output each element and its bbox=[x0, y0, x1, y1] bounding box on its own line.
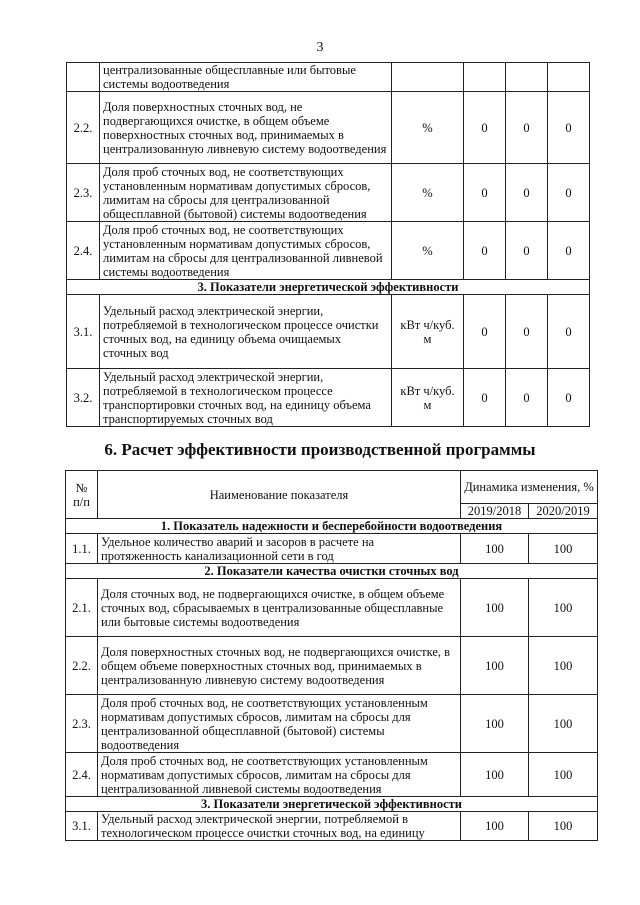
row-value-3: 0 bbox=[548, 295, 590, 369]
row-value-2: 0 bbox=[506, 369, 548, 427]
row-value-2019: 100 bbox=[461, 579, 529, 637]
row-description: Доля поверхностных сточных вод, не подвергающихся очистке, в общем объеме поверхностных сточных вод, принимаемых в централизованную ливневую систему водоотведения bbox=[98, 637, 461, 695]
row-number: 2.3. bbox=[66, 695, 98, 753]
row-number: 3.2. bbox=[67, 369, 100, 427]
row-value-2: 0 bbox=[506, 164, 548, 222]
row-unit bbox=[392, 63, 464, 92]
row-description: Доля проб сточных вод, не соответствующих установленным нормативам допустимых сбросов, лимитам на сбросы для централизованной ливневой системы водоотведения bbox=[98, 753, 461, 797]
table-row bbox=[67, 63, 590, 92]
row-value-3 bbox=[548, 63, 590, 92]
table-row bbox=[67, 369, 590, 427]
row-value-2020: 100 bbox=[529, 637, 598, 695]
row-number bbox=[67, 63, 100, 92]
row-description: Доля поверхностных сточных вод, не подвергающихся очистке, в общем объеме поверхностных сточных вод, принимаемых в централизованную ливневую систему водоотведения bbox=[100, 92, 392, 164]
section-row bbox=[67, 280, 590, 295]
header-name: Наименование показателя bbox=[98, 471, 461, 519]
row-value-1 bbox=[464, 63, 506, 92]
row-description: Удельный расход электрической энергии, потребляемой в технологическом процессе очистки сточных вод, на единицу объема очищаемых сточных вод bbox=[100, 295, 392, 369]
table-row bbox=[67, 295, 590, 369]
table-row bbox=[66, 695, 598, 753]
row-number: 2.4. bbox=[67, 222, 100, 280]
row-unit: кВт ч/куб. м bbox=[392, 295, 464, 369]
row-description: Удельный расход электрической энергии, потребляемой в технологическом процессе очистки сточных вод, на единицу bbox=[98, 812, 461, 841]
row-value-2019: 100 bbox=[461, 812, 529, 841]
section-heading: 3. Показатели энергетической эффективности bbox=[67, 280, 590, 295]
table-row bbox=[67, 222, 590, 280]
row-description: Доля проб сточных вод, не соответствующих установленным нормативам допустимых сбросов, лимитам на сбросы для централизованной общесплавной (бытовой) системы водоотведения bbox=[100, 164, 392, 222]
section-row bbox=[66, 797, 598, 812]
row-unit: % bbox=[392, 92, 464, 164]
row-description: Доля проб сточных вод, не соответствующих установленным нормативам допустимых сбросов, лимитам на сбросы для централизованной общесплавной (бытовой) системы водоотведения bbox=[98, 695, 461, 753]
row-description: Удельное количество аварий и засоров в расчете на протяженность канализационной сети в год bbox=[98, 534, 461, 564]
row-unit: кВт ч/куб. м bbox=[392, 369, 464, 427]
row-value-2020: 100 bbox=[529, 534, 598, 564]
row-value-1: 0 bbox=[464, 295, 506, 369]
header-col-2019: 2019/2018 bbox=[461, 504, 529, 519]
section-row bbox=[66, 519, 598, 534]
table-row bbox=[66, 579, 598, 637]
row-number: 2.4. bbox=[66, 753, 98, 797]
row-description: Удельный расход электрической энергии, потребляемой в технологическом процессе транспортировки сточных вод, на единицу объема транспортируемых сточных вод bbox=[100, 369, 392, 427]
row-value-2020: 100 bbox=[529, 695, 598, 753]
section-row bbox=[66, 564, 598, 579]
table-row bbox=[66, 753, 598, 797]
header-num: № п/п bbox=[66, 471, 98, 519]
row-value-1: 0 bbox=[464, 92, 506, 164]
row-value-2020: 100 bbox=[529, 812, 598, 841]
row-value-1: 0 bbox=[464, 369, 506, 427]
row-value-2019: 100 bbox=[461, 695, 529, 753]
header-col-2020: 2020/2019 bbox=[529, 504, 598, 519]
row-description: централизованные общесплавные или бытовые системы водоотведения bbox=[100, 63, 392, 92]
row-value-3: 0 bbox=[548, 164, 590, 222]
row-value-1: 0 bbox=[464, 222, 506, 280]
row-number: 2.2. bbox=[67, 92, 100, 164]
row-number: 1.1. bbox=[66, 534, 98, 564]
section-heading: 3. Показатели энергетической эффективности bbox=[66, 797, 598, 812]
row-value-2020: 100 bbox=[529, 579, 598, 637]
efficiency-table bbox=[65, 470, 598, 841]
row-value-3: 0 bbox=[548, 222, 590, 280]
table-row bbox=[67, 164, 590, 222]
row-number: 3.1. bbox=[67, 295, 100, 369]
row-description: Доля проб сточных вод, не соответствующих установленным нормативам допустимых сбросов, лимитам на сбросы для централизованной ливневой системы водоотведения bbox=[100, 222, 392, 280]
row-description: Доля сточных вод, не подвергающихся очистке, в общем объеме сточных вод, сбрасываемых в централизованные общесплавные или бытовые системы водоотведения bbox=[98, 579, 461, 637]
row-value-2020: 100 bbox=[529, 753, 598, 797]
row-value-2: 0 bbox=[506, 92, 548, 164]
section-title: 6. Расчет эффективности производственной программы bbox=[104, 440, 536, 459]
section-heading: 2. Показатели качества очистки сточных вод bbox=[66, 564, 598, 579]
page-number: 3 bbox=[316, 40, 324, 55]
table-row bbox=[66, 637, 598, 695]
row-value-2019: 100 bbox=[461, 753, 529, 797]
row-unit: % bbox=[392, 164, 464, 222]
header-dynamics: Динамика изменения, % bbox=[461, 471, 598, 504]
row-unit: % bbox=[392, 222, 464, 280]
row-value-2 bbox=[506, 63, 548, 92]
row-value-2019: 100 bbox=[461, 637, 529, 695]
row-value-2019: 100 bbox=[461, 534, 529, 564]
row-value-2: 0 bbox=[506, 295, 548, 369]
row-number: 3.1. bbox=[66, 812, 98, 841]
table-row bbox=[67, 92, 590, 164]
row-number: 2.2. bbox=[66, 637, 98, 695]
row-number: 2.3. bbox=[67, 164, 100, 222]
table-row bbox=[66, 534, 598, 564]
row-value-2: 0 bbox=[506, 222, 548, 280]
row-number: 2.1. bbox=[66, 579, 98, 637]
row-value-3: 0 bbox=[548, 92, 590, 164]
indicators-table bbox=[66, 62, 590, 427]
section-heading: 1. Показатель надежности и бесперебойности водоотведения bbox=[66, 519, 598, 534]
table-row bbox=[66, 812, 598, 841]
row-value-3: 0 bbox=[548, 369, 590, 427]
row-value-1: 0 bbox=[464, 164, 506, 222]
